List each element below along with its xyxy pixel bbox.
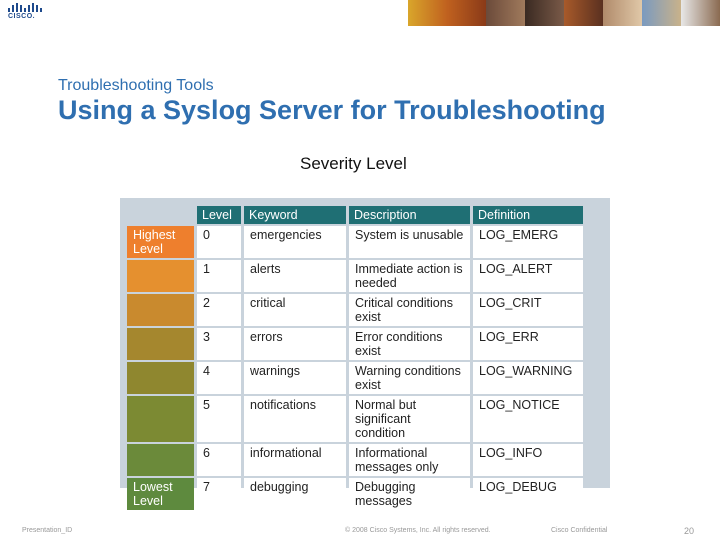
table-caption: Severity Level <box>300 154 407 173</box>
footer-copyright: © 2008 Cisco Systems, Inc. All rights reserved. <box>345 527 491 534</box>
table-row <box>127 444 583 476</box>
severity-color-cell <box>127 362 194 394</box>
definition-cell: LOG_ALERT <box>473 260 583 292</box>
level-cell: 4 <box>197 362 241 394</box>
slide-subtitle: Troubleshooting Tools <box>58 77 214 94</box>
keyword-cell: warnings <box>244 362 346 394</box>
keyword-cell: informational <box>244 444 346 476</box>
level-cell: 1 <box>197 260 241 292</box>
level-cell: 7 <box>197 478 241 510</box>
definition-cell: LOG_ERR <box>473 328 583 360</box>
column-header-level: Level <box>197 206 241 224</box>
level-cell: 2 <box>197 294 241 326</box>
definition-cell: LOG_INFO <box>473 444 583 476</box>
severity-table-panel <box>120 198 610 508</box>
keyword-cell: alerts <box>244 260 346 292</box>
table-row <box>127 396 583 442</box>
description-cell: Immediate action is needed <box>349 260 470 292</box>
description-cell: Warning conditions exist <box>349 362 470 394</box>
level-cell: 3 <box>197 328 241 360</box>
cisco-logo <box>8 3 44 23</box>
footer-presentation-id: Presentation_ID <box>22 527 73 534</box>
column-header-definition: Definition <box>473 206 583 224</box>
definition-cell: LOG_WARNING <box>473 362 583 394</box>
table-row <box>127 226 583 258</box>
table-row <box>127 294 583 326</box>
description-cell: Error conditions exist <box>349 328 470 360</box>
level-cell: 6 <box>197 444 241 476</box>
severity-color-cell: Highest Level <box>127 226 194 258</box>
severity-color-cell <box>127 260 194 292</box>
level-cell: 0 <box>197 226 241 258</box>
keyword-cell: errors <box>244 328 346 360</box>
description-cell: System is unusable <box>349 226 470 258</box>
column-header-description: Description <box>349 206 470 224</box>
table-row <box>127 328 583 360</box>
definition-cell: LOG_CRIT <box>473 294 583 326</box>
page-number: 20 <box>684 526 695 536</box>
definition-cell: LOG_EMERG <box>473 226 583 258</box>
footer-confidential: Cisco Confidential <box>551 527 608 534</box>
header-spacer <box>127 206 194 224</box>
top-banner <box>0 0 720 26</box>
column-header-keyword: Keyword <box>244 206 346 224</box>
severity-color-cell <box>127 444 194 476</box>
description-cell: Debugging messages <box>349 478 470 510</box>
description-cell: Informational messages only <box>349 444 470 476</box>
table-row <box>127 478 583 510</box>
definition-cell: LOG_DEBUG <box>473 478 583 510</box>
keyword-cell: critical <box>244 294 346 326</box>
severity-color-cell <box>127 294 194 326</box>
table-row <box>127 260 583 292</box>
table-header-row <box>127 206 583 224</box>
cisco-wordmark: CISCO. <box>8 13 36 20</box>
severity-table <box>124 204 586 512</box>
keyword-cell: debugging <box>244 478 346 510</box>
level-cell: 5 <box>197 396 241 442</box>
definition-cell: LOG_NOTICE <box>473 396 583 442</box>
slide-title: Using a Syslog Server for Troubleshooting <box>58 95 606 125</box>
keyword-cell: emergencies <box>244 226 346 258</box>
keyword-cell: notifications <box>244 396 346 442</box>
header-photo-strip <box>408 0 720 26</box>
description-cell: Critical conditions exist <box>349 294 470 326</box>
severity-color-cell: Lowest Level <box>127 478 194 510</box>
table-row <box>127 362 583 394</box>
severity-color-cell <box>127 396 194 442</box>
description-cell: Normal but significant condition <box>349 396 470 442</box>
severity-color-cell <box>127 328 194 360</box>
